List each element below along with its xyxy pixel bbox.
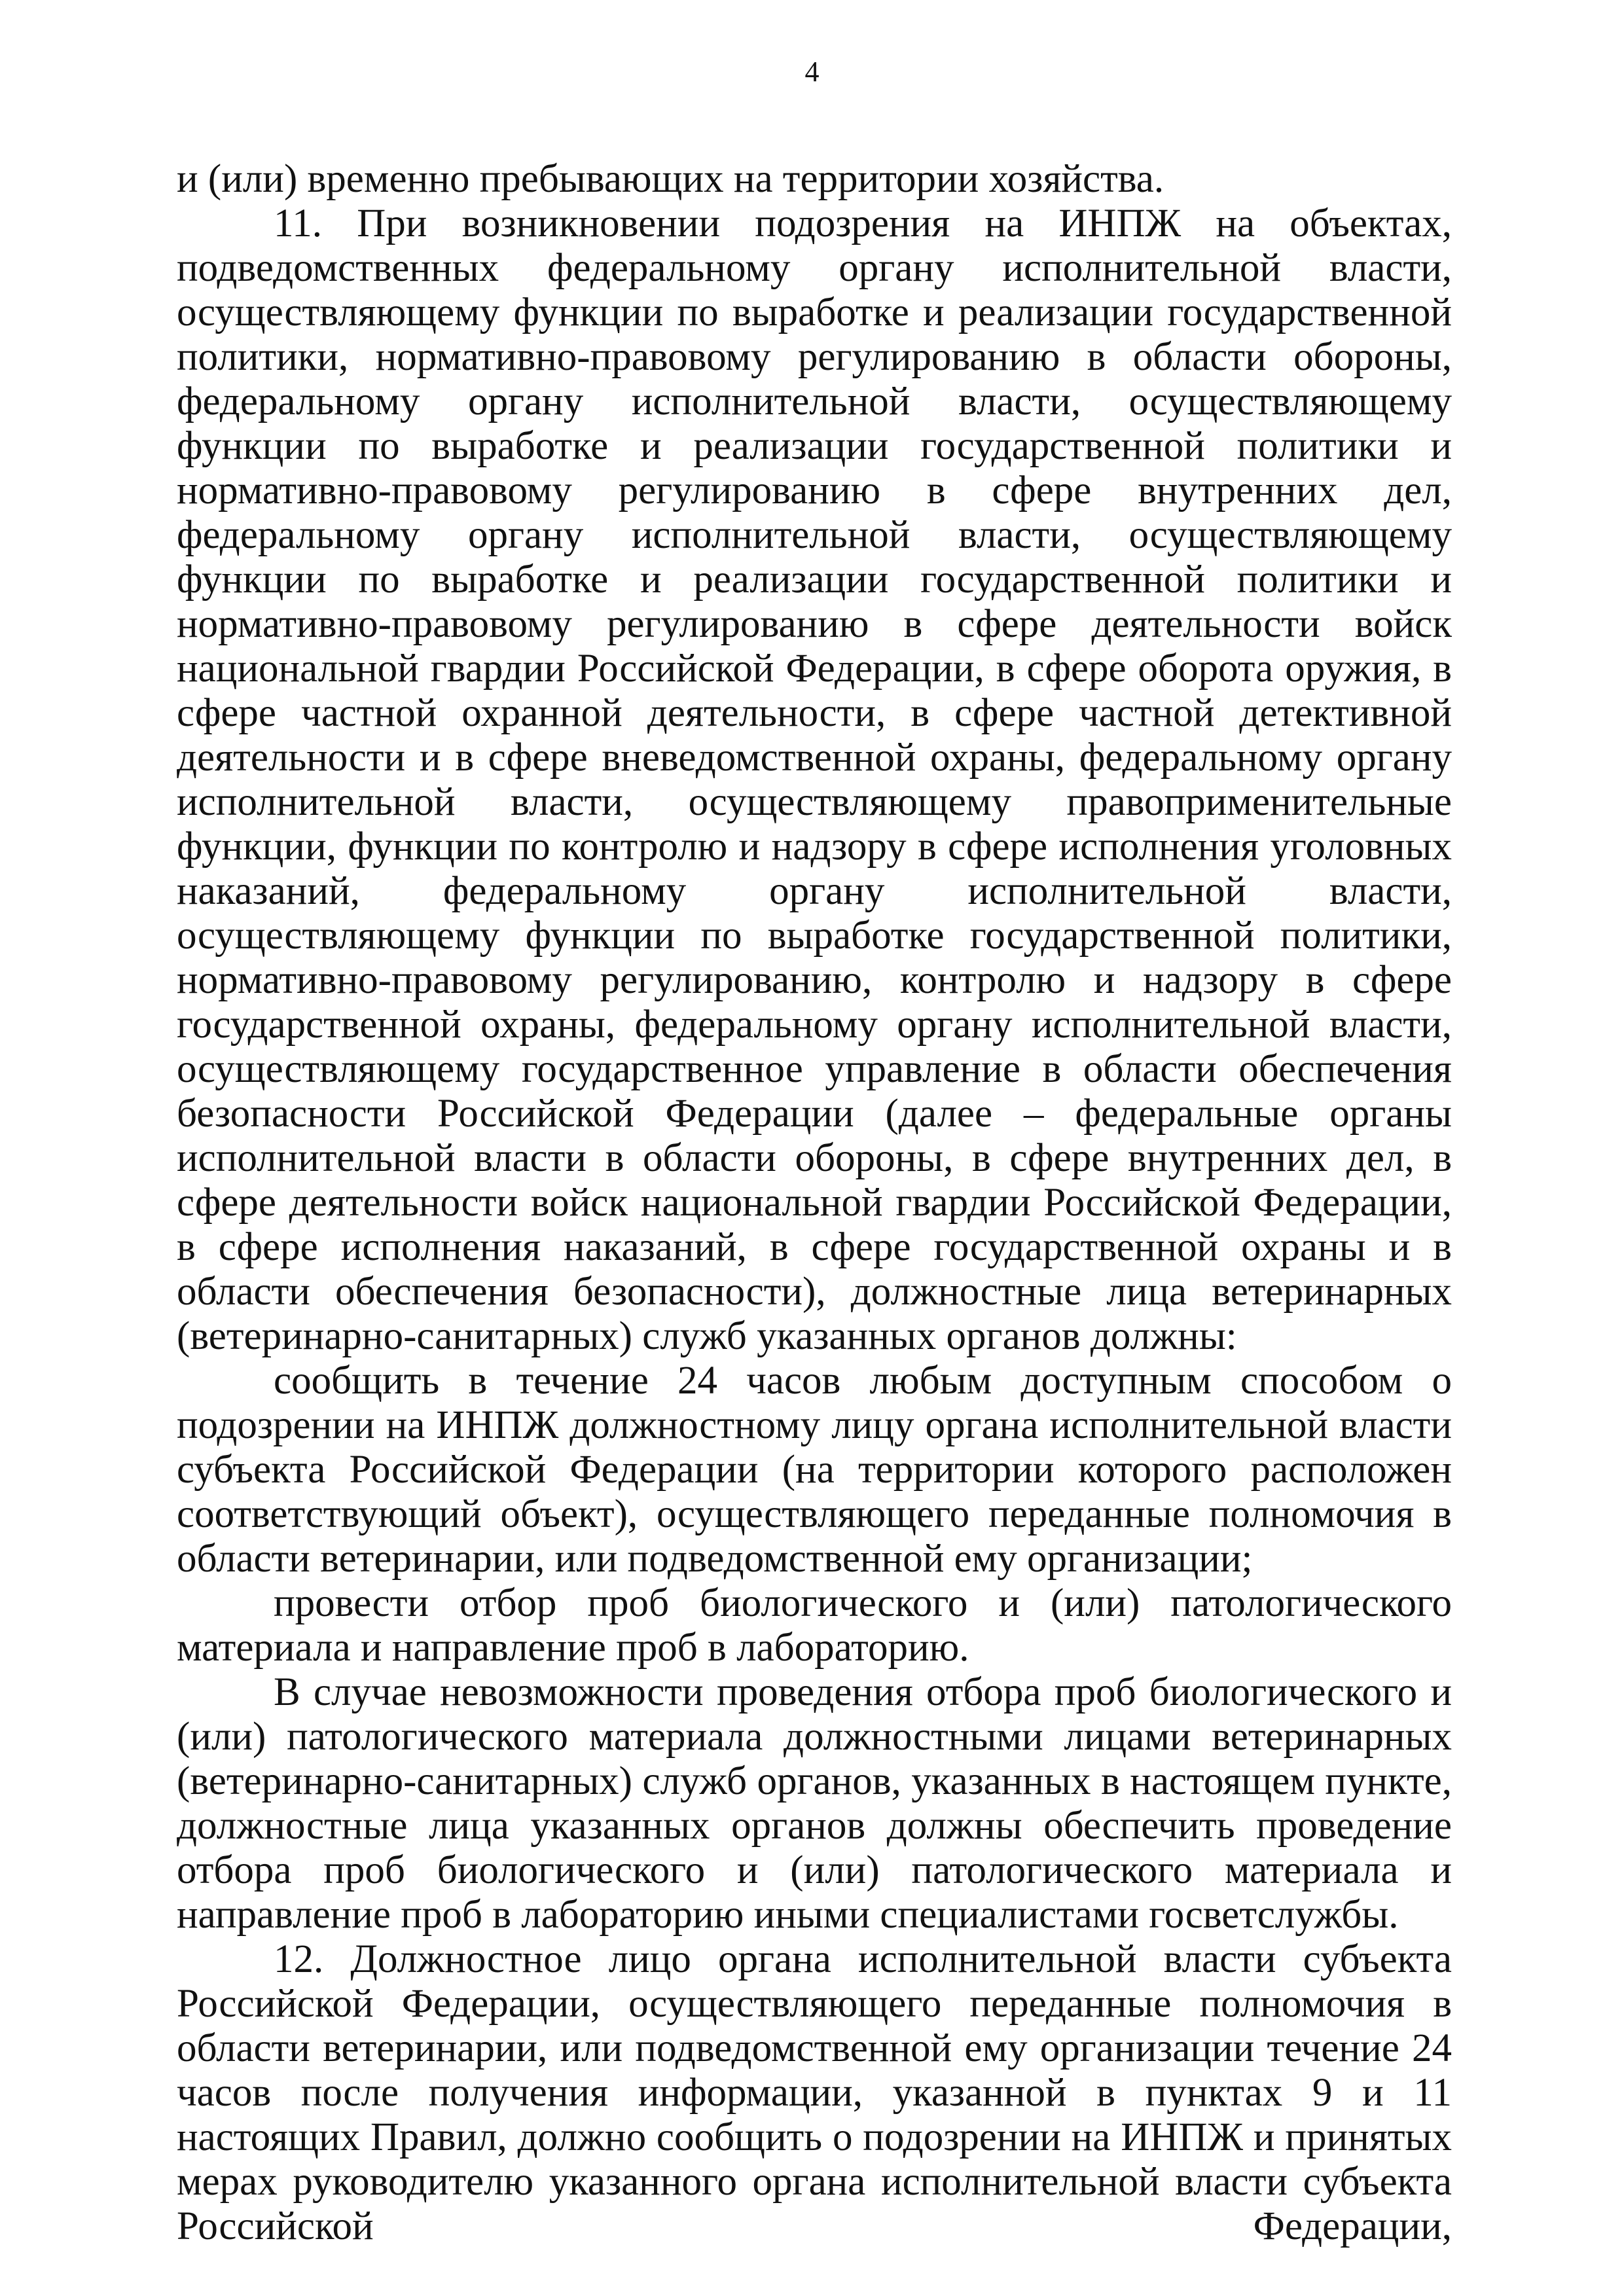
paragraph-item-11: 11. При возникновении подозрения на ИНПЖ на объектах, подведомственных федеральному органу исполнительной власти, осуществляющему функции по выработке и реализации государственной политики, нормативно-правовому регулированию в области обороны, федеральному органу исполнительной власти, осуществляющему функции по выработке и реализации государственной политики и нормативно-правовому регулированию в сфере внутренних дел, федеральному органу исполнительной власти, осуществляющему функции по выработке и реализации государственной политики и нормативно-правовому регулированию в сфере деятельности войск национальной гвардии Российской Федерации, в сфере оборота оружия, в сфере частной охранной деятельности, в сфере частной детективной деятельности и в сфере вневедомственной охраны, федеральному органу исполнительной власти, осуществляющему правоприменительные функции, функции по контролю и надзору в сфере исполнения уголовных наказаний, федеральному органу исполнительной власти, осуществляющему функции по выработке государственной политики, нормативно-правовому регулированию, контролю и надзору в сфере государственной охраны, федеральному органу исполнительной власти, осуществляющему государственное управление в области обеспечения безопасности Российской Федерации (далее – федеральные органы исполнительной власти в области обороны, в сфере внутренних дел, в сфере деятельности войск национальной гвардии Российской Федерации, в сфере исполнения наказаний, в сфере государственной охраны и в области обеспечения безопасности), должностные лица ветеринарных (ветеринарно-санитарных) служб указанных органов должны:	[177, 202, 1452, 1358]
paragraph-continuation: и (или) временно пребывающих на территории хозяйства.	[177, 157, 1164, 201]
paragraph-sampling-alternative: В случае невозможности проведения отбора проб биологического и (или) патологического материала должностными лицами ветеринарных (ветеринарно-санитарных) служб органов, указанных в настоящем пункте, должностные лица указанных органов должны обеспечить проведение отбора проб биологического и (или) патологического материала и направление проб в лабораторию иными специалистами госветслужбы.	[177, 1670, 1452, 1937]
paragraph-item-12: 12. Должностное лицо органа исполнительной власти субъекта Российской Федерации, осуществляющего переданные полномочия в области ветеринарии, или подведомственной ему организации течение 24 часов после получения информации, указанной в пунктах 9 и 11 настоящих Правил, должно сообщить о подозрении на ИНПЖ и принятых мерах руководителю указанного органа исполнительной власти субъекта Российской Федерации,	[177, 1937, 1452, 2248]
document-body	[177, 157, 1452, 2249]
paragraph-report-suspicion: сообщить в течение 24 часов любым доступным способом о подозрении на ИНПЖ должностному лицу органа исполнительной власти субъекта Российской Федерации (на территории которого расположен соответствующий объект), осуществляющего переданные полномочия в области ветеринарии, или подведомственной ему организации;	[177, 1359, 1452, 1581]
page-number: 4	[804, 56, 820, 88]
paragraph-sampling: провести отбор проб биологического и (или) патологического материала и направление проб в лабораторию.	[177, 1581, 1452, 1670]
